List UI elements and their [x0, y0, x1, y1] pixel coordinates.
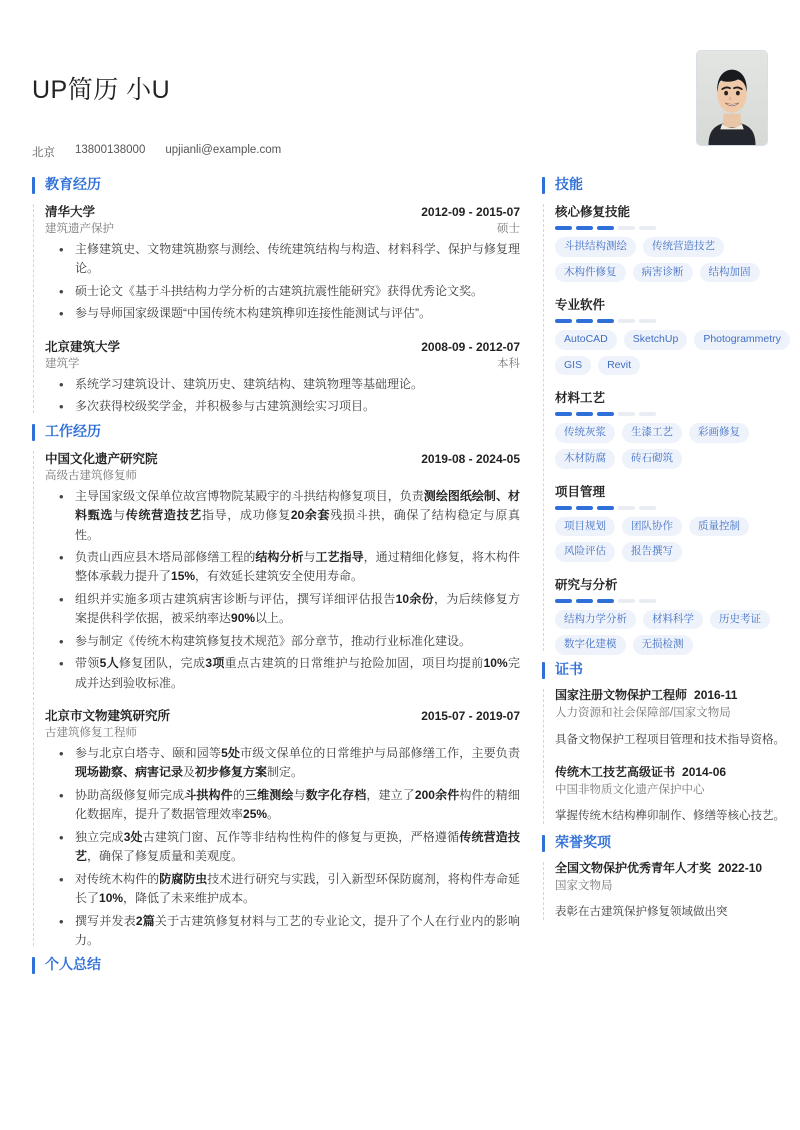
- skill-tag: SketchUp: [624, 330, 688, 350]
- skill-tag-list: [555, 423, 790, 468]
- rating-segment: [618, 599, 635, 603]
- section-header-certificates: [542, 661, 790, 678]
- skill-group: [555, 575, 790, 655]
- entry-date-range: 2008-09 - 2012-07: [421, 339, 520, 354]
- bullet-item: • 多次获得校级奖学金，并积极参与古建筑测绘实习项目。: [45, 397, 520, 416]
- section-title: 技能: [555, 176, 583, 192]
- skill-tag: 传统营造技艺: [643, 237, 724, 257]
- experience-entry: [45, 202, 520, 324]
- skill-tag: 风险评估: [555, 542, 615, 562]
- skill-tag: 结构力学分析: [555, 610, 636, 630]
- section-skills: [542, 176, 790, 655]
- credential-date: 2016-11: [694, 687, 738, 702]
- honor-items: [542, 860, 790, 924]
- entry-subtitle-row: [45, 467, 520, 483]
- rating-segment: [639, 319, 656, 323]
- skill-rating-bar: [555, 226, 790, 230]
- experience-entry: [45, 337, 520, 417]
- skill-group: [555, 202, 790, 282]
- rating-segment: [618, 412, 635, 416]
- entry-role: 高级古建筑修复师: [45, 469, 137, 482]
- right-column: [542, 176, 790, 930]
- rating-segment: [555, 226, 572, 230]
- experience-entry: [45, 449, 520, 693]
- skill-group-name: 核心修复技能: [555, 205, 631, 219]
- skill-tag: Revit: [598, 356, 640, 376]
- credential-name: 传统木工技艺高级证书: [555, 764, 676, 779]
- skill-rating-bar: [555, 599, 790, 603]
- entry-subtitle-row: [45, 724, 520, 740]
- section-education: [32, 176, 520, 417]
- credential-date: 2022-10: [718, 860, 763, 875]
- entry-title-row: [45, 706, 520, 724]
- skill-group-name: 材料工艺: [555, 391, 606, 406]
- entry-subtitle-row: [45, 355, 520, 371]
- credential-description: 掌握传统木结构榫卯制作、修缮等核心技艺。: [555, 810, 785, 823]
- rating-segment: [618, 319, 635, 323]
- skill-tag: 团队协作: [622, 517, 682, 537]
- entry-degree: 本科: [497, 357, 520, 370]
- section-summary: [32, 956, 520, 973]
- work-entries: [32, 449, 520, 951]
- rating-segment: [576, 319, 593, 323]
- avatar: [696, 50, 768, 146]
- contact-phone: 13800138000: [75, 144, 146, 156]
- skill-rating-bar: [555, 319, 790, 323]
- rating-segment: [597, 412, 614, 416]
- credential-description: 表彰在古建筑保护修复领域做出突: [555, 906, 728, 919]
- contact-location: 北京: [32, 147, 55, 159]
- skill-tag: 传统灰浆: [555, 423, 615, 443]
- rating-segment: [576, 412, 593, 416]
- section-title: 教育经历: [45, 176, 101, 192]
- bullet-item: • 撰写并发表2篇关于古建筑修复材料与工艺的专业论文，提升了个人在行业内的影响力。: [45, 912, 520, 951]
- entry-bullet-list: [45, 487, 520, 693]
- left-column: [32, 176, 520, 982]
- avatar-photo-icon: [697, 51, 767, 145]
- skill-tag-list: [555, 610, 790, 655]
- skill-tag-list: [555, 237, 790, 282]
- credential-issuer: 人力资源和社会保障部/国家文物局: [555, 707, 731, 720]
- skill-tag: 结构加固: [700, 263, 760, 283]
- skill-tag: 病害诊断: [633, 263, 693, 283]
- bullet-item: • 硕士论文《基于斗拱结构力学分析的古建筑抗震性能研究》获得优秀论文奖。: [45, 282, 520, 301]
- skill-tag: 报告撰写: [622, 542, 682, 562]
- entry-role: 古建筑修复工程师: [45, 727, 137, 739]
- header-text-block: [32, 46, 696, 160]
- skill-tag: 木材防腐: [555, 449, 615, 469]
- resume-body: [0, 176, 800, 982]
- page-title: UP简历 小U: [32, 76, 171, 104]
- skill-tag: 项目规划: [555, 517, 615, 537]
- entry-bullet-list: [45, 744, 520, 950]
- bullet-item: • 对传统木构件的防腐防虫技术进行研究与实践，引入新型环保防腐剂，将构件寿命延长了10%，降低了未来维护成本。: [45, 870, 520, 909]
- rating-segment: [597, 226, 614, 230]
- credential-name: 国家注册文物保护工程师: [555, 687, 688, 702]
- rating-segment: [639, 412, 656, 416]
- credential-title-row: [555, 860, 790, 877]
- section-header-honors: [542, 834, 790, 851]
- section-certificates: [542, 661, 790, 828]
- entry-subtitle-row: [45, 220, 520, 236]
- section-title: 荣誉奖项: [555, 833, 611, 850]
- contact-line: [32, 144, 696, 160]
- section-work: [32, 423, 520, 951]
- contact-email: upjianli@example.com: [165, 144, 282, 156]
- bullet-item: • 组织并实施多项古建筑病害诊断与评估，撰写详细评估报告10余份，为后续修复方案提供科学依据，被采纳率达90%以上。: [45, 590, 520, 629]
- skill-tag: 生漆工艺: [622, 423, 682, 443]
- rating-segment: [576, 506, 593, 510]
- skill-tag: Photogrammetry: [694, 330, 790, 350]
- entry-date-range: 2015-07 - 2019-07: [421, 709, 520, 723]
- bullet-item: • 参与导师国家级课题“中国传统木构建筑榫卯连接性能测试与评估”。: [45, 304, 520, 323]
- rating-segment: [555, 319, 572, 323]
- skill-groups: [542, 202, 790, 655]
- skill-tag-list: [555, 517, 790, 562]
- skill-rating-bar: [555, 506, 790, 510]
- rating-segment: [597, 599, 614, 603]
- rating-segment: [639, 599, 656, 603]
- credential-name: 全国文物保护优秀青年人才奖: [555, 860, 712, 875]
- skill-group-name: 专业软件: [555, 298, 606, 313]
- credential-item: [555, 764, 790, 828]
- entry-role: 建筑遗产保护: [45, 223, 114, 235]
- rating-segment: [597, 319, 614, 323]
- entry-bullet-list: [45, 240, 520, 324]
- credential-issuer: 中国非物质文化遗产保护中心: [555, 784, 705, 797]
- bullet-item: • 参与制定《传统木构建筑修复技术规范》部分章节，推动行业标准化建设。: [45, 632, 520, 651]
- skill-group: [555, 295, 790, 375]
- entry-date-range: 2019-08 - 2024-05: [421, 451, 520, 466]
- skill-tag: 砖石砌筑: [622, 449, 682, 469]
- rating-segment: [576, 226, 593, 230]
- section-header-education: [32, 176, 520, 193]
- skill-tag: 彩画修复: [689, 423, 749, 443]
- entry-organization: 北京市文物建筑研究所: [45, 709, 171, 723]
- credential-item: [555, 860, 790, 924]
- experience-entry: [45, 706, 520, 950]
- rating-segment: [555, 599, 572, 603]
- entry-bullet-list: [45, 375, 520, 417]
- entry-degree: 硕士: [497, 223, 520, 235]
- section-header-skills: [542, 176, 790, 193]
- entry-organization: 清华大学: [45, 205, 96, 219]
- credential-title-row: [555, 687, 790, 704]
- skill-tag: 材料科学: [643, 610, 703, 630]
- education-entries: [32, 202, 520, 417]
- credential-issuer: 国家文物局: [555, 880, 613, 893]
- skill-rating-bar: [555, 412, 790, 416]
- resume-header: [0, 0, 800, 160]
- rating-segment: [555, 412, 572, 416]
- rating-segment: [639, 226, 656, 230]
- certificate-items: [542, 687, 790, 828]
- skill-tag: AutoCAD: [555, 330, 617, 350]
- rating-segment: [618, 226, 635, 230]
- bullet-item: • 带领5人修复团队，完成3项重点古建筑的日常维护与抢险加固，项目均提前10%完成并达到验收标准。: [45, 654, 520, 693]
- section-title: 个人总结: [45, 956, 101, 973]
- entry-date-range: 2012-09 - 2015-07: [421, 205, 520, 219]
- entry-organization: 中国文化遗产研究院: [45, 451, 158, 466]
- bullet-item: • 负责山西应县木塔局部修缮工程的结构分析与工艺指导，通过精细化修复，将木构件整体承载力提升了15%，有效延长建筑安全使用寿命。: [45, 548, 520, 587]
- skill-tag: 质量控制: [689, 517, 749, 537]
- section-title: 证书: [555, 660, 583, 677]
- skill-tag-list: [555, 330, 790, 375]
- bullet-item: • 协助高级修复师完成斗拱构件的三维测绘与数字化存档，建立了200余件构件的精细化数据库，提升了数据管理效率25%。: [45, 786, 520, 825]
- bullet-item: • 主修建筑史、文物建筑勘察与测绘、传统建筑结构与构造、材料科学、保护与修复理论。: [45, 240, 520, 279]
- skill-tag: 无损检测: [633, 635, 693, 655]
- rating-segment: [576, 599, 593, 603]
- rating-segment: [639, 506, 656, 510]
- entry-title-row: [45, 449, 520, 467]
- entry-organization: 北京建筑大学: [45, 339, 121, 354]
- entry-title-row: [45, 202, 520, 220]
- section-honors: [542, 834, 790, 924]
- rating-segment: [597, 506, 614, 510]
- bullet-item: • 独立完成3处古建筑门窗、瓦作等非结构性构件的修复与更换，严格遵循传统营造技艺，确保了修复质量和美观度。: [45, 828, 520, 867]
- skill-tag: 历史考证: [710, 610, 770, 630]
- rating-segment: [555, 506, 572, 510]
- skill-tag: 斗拱结构测绘: [555, 237, 636, 257]
- section-header-work: [32, 423, 520, 440]
- rating-segment: [618, 506, 635, 510]
- skill-group-name: 项目管理: [555, 484, 606, 499]
- credential-date: 2014-06: [682, 764, 727, 779]
- credential-title-row: [555, 764, 790, 781]
- skill-group-name: 研究与分析: [555, 577, 618, 592]
- bullet-item: • 参与北京白塔寺、颐和园等5处市级文保单位的日常维护与局部修缮工作，主要负责现场勘察、病害记录及初步修复方案制定。: [45, 744, 520, 783]
- section-header-summary: [32, 956, 520, 973]
- section-title: 工作经历: [45, 422, 101, 439]
- credential-item: [555, 687, 790, 751]
- credential-description: 具备文物保护工程项目管理和技术指导资格。: [555, 733, 785, 746]
- skill-tag: 数字化建模: [555, 635, 626, 655]
- skill-group: [555, 388, 790, 468]
- skill-tag: GIS: [555, 356, 591, 376]
- skill-tag: 木构件修复: [555, 263, 626, 283]
- entry-role: 建筑学: [45, 357, 80, 370]
- skill-group: [555, 482, 790, 562]
- bullet-item: • 系统学习建筑设计、建筑历史、建筑结构、建筑物理等基础理论。: [45, 375, 520, 394]
- entry-title-row: [45, 337, 520, 355]
- bullet-item: • 主导国家级文保单位故宫博物院某殿宇的斗拱结构修复项目，负责测绘图纸绘制、材料甄选与传统营造技艺指导，成功修复20余套残损斗拱，确保了结构稳定与原真性。: [45, 487, 520, 545]
